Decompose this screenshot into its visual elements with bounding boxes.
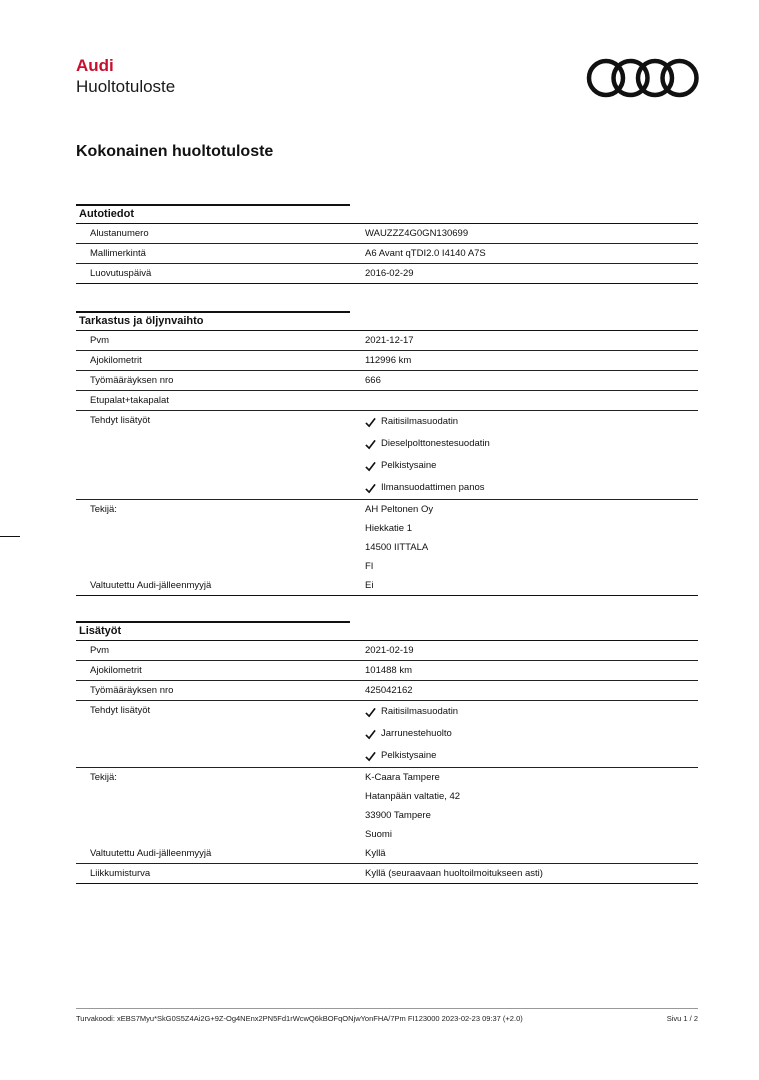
address-line: Hiekkatie 1 — [365, 523, 412, 534]
row-value: 425042162 — [365, 685, 413, 696]
list-item — [365, 701, 698, 723]
table-row — [76, 224, 698, 244]
security-code: Turvakoodi: xEBS7Myu*SkG0S5Z4Ai2G+9Z-Og4NEnx2PN5Fd1rWcwQ6kBOFqONjwYonFHA/7Pm FI123000 2023-02-23 09:37 (+2.0) — [76, 1014, 523, 1023]
audi-rings-logo — [586, 56, 700, 100]
list-item-label: Pelkistysaine — [381, 750, 437, 761]
table-row — [76, 264, 698, 284]
row-label: Valtuutettu Audi-jälleenmyyjä — [90, 580, 212, 591]
page-number: Sivu 1 / 2 — [666, 1014, 698, 1023]
extra-work-list — [350, 411, 698, 499]
row-label: Tehdyt lisätyöt — [90, 705, 151, 716]
row-value: 2016-02-29 — [365, 268, 414, 279]
address-line: 14500 IITTALA — [365, 542, 429, 553]
table-row — [76, 371, 698, 391]
row-label: Mallimerkintä — [90, 248, 146, 259]
row-value: 2021-12-17 — [365, 335, 414, 346]
list-item — [365, 745, 698, 767]
list-item — [365, 411, 698, 433]
table-row-maker — [76, 500, 698, 576]
table-row-maker — [76, 768, 698, 844]
section-autotiedot — [76, 204, 698, 284]
row-value: Kyllä — [365, 848, 386, 859]
list-item-label: Raitisilmasuodatin — [381, 416, 459, 427]
list-item-label: Ilmansuodattimen panos — [381, 482, 485, 493]
checkmark-icon — [365, 751, 376, 762]
section-lisatyot — [76, 621, 698, 884]
brand-name: Audi — [76, 56, 114, 75]
row-label: Valtuutettu Audi-jälleenmyyjä — [90, 848, 212, 859]
brand-subtitle: Huoltotuloste — [76, 77, 176, 96]
row-value: 112996 km — [365, 355, 412, 366]
section-tarkastus — [76, 311, 698, 596]
list-item-label: Raitisilmasuodatin — [381, 706, 459, 717]
margin-mark — [0, 536, 20, 537]
row-label: Työmääräyksen nro — [90, 685, 174, 696]
extra-work-list — [350, 701, 698, 767]
checkmark-icon — [365, 729, 376, 740]
list-item — [365, 455, 698, 477]
list-item — [365, 477, 698, 499]
list-item — [365, 433, 698, 455]
row-label: Ajokilometrit — [90, 355, 142, 366]
checkmark-icon — [365, 483, 376, 494]
table-row — [76, 244, 698, 264]
row-label: Liikkumisturva — [90, 868, 151, 879]
row-value — [350, 391, 698, 410]
section-heading: Autotiedot — [76, 204, 698, 224]
address-line: K-Caara Tampere — [365, 772, 440, 783]
address-line: 33900 Tampere — [365, 810, 431, 821]
table-row — [76, 661, 698, 681]
row-value: Ei — [365, 580, 374, 591]
table-row — [76, 864, 698, 884]
row-label: Etupalat+takapalat — [90, 395, 169, 406]
row-value: WAUZZZ4G0GN130699 — [365, 228, 469, 239]
maker-address — [350, 500, 698, 576]
row-label: Pvm — [90, 335, 109, 346]
document-title: Kokonainen huoltotuloste — [76, 143, 274, 160]
checkmark-icon — [365, 461, 376, 472]
table-row-extra-work — [76, 411, 698, 500]
list-item-label: Dieselpolttonestesuodatin — [381, 438, 490, 449]
table-row — [76, 681, 698, 701]
table-row — [76, 641, 698, 661]
section-heading: Lisätyöt — [76, 621, 698, 641]
row-value: 2021-02-19 — [365, 645, 414, 656]
address-line: Suomi — [365, 829, 392, 840]
maker-address — [350, 768, 698, 844]
checkmark-icon — [365, 439, 376, 450]
table-row — [76, 844, 698, 864]
address-line: FI — [365, 561, 374, 572]
list-item-label: Jarrunestehuolto — [381, 728, 452, 739]
footer-divider — [76, 1008, 698, 1009]
table-row — [76, 351, 698, 371]
list-item — [365, 723, 698, 745]
row-value: Kyllä (seuraavaan huoltoilmoitukseen asti) — [365, 868, 543, 879]
row-label: Ajokilometrit — [90, 665, 142, 676]
table-row — [76, 576, 698, 596]
checkmark-icon — [365, 417, 376, 428]
row-value: 101488 km — [365, 665, 413, 676]
checkmark-icon — [365, 707, 376, 718]
row-label: Alustanumero — [90, 228, 149, 239]
table-row-extra-work — [76, 701, 698, 768]
brand-header — [76, 56, 175, 98]
row-label: Työmääräyksen nro — [90, 375, 174, 386]
list-item-label: Pelkistysaine — [381, 460, 437, 471]
row-value: 666 — [365, 375, 381, 386]
footer — [76, 1014, 698, 1023]
row-label: Tekijä: — [90, 504, 117, 515]
row-label: Luovutuspäivä — [90, 268, 152, 279]
section-heading: Tarkastus ja öljynvaihto — [76, 311, 698, 331]
address-line: Hatanpään valtatie, 42 — [365, 791, 461, 802]
row-label: Tehdyt lisätyöt — [90, 415, 151, 426]
row-value: A6 Avant qTDI2.0 I4140 A7S — [365, 248, 486, 259]
row-label: Pvm — [90, 645, 109, 656]
address-line: AH Peltonen Oy — [365, 504, 434, 515]
table-row — [76, 391, 698, 411]
row-label: Tekijä: — [90, 772, 117, 783]
table-row — [76, 331, 698, 351]
